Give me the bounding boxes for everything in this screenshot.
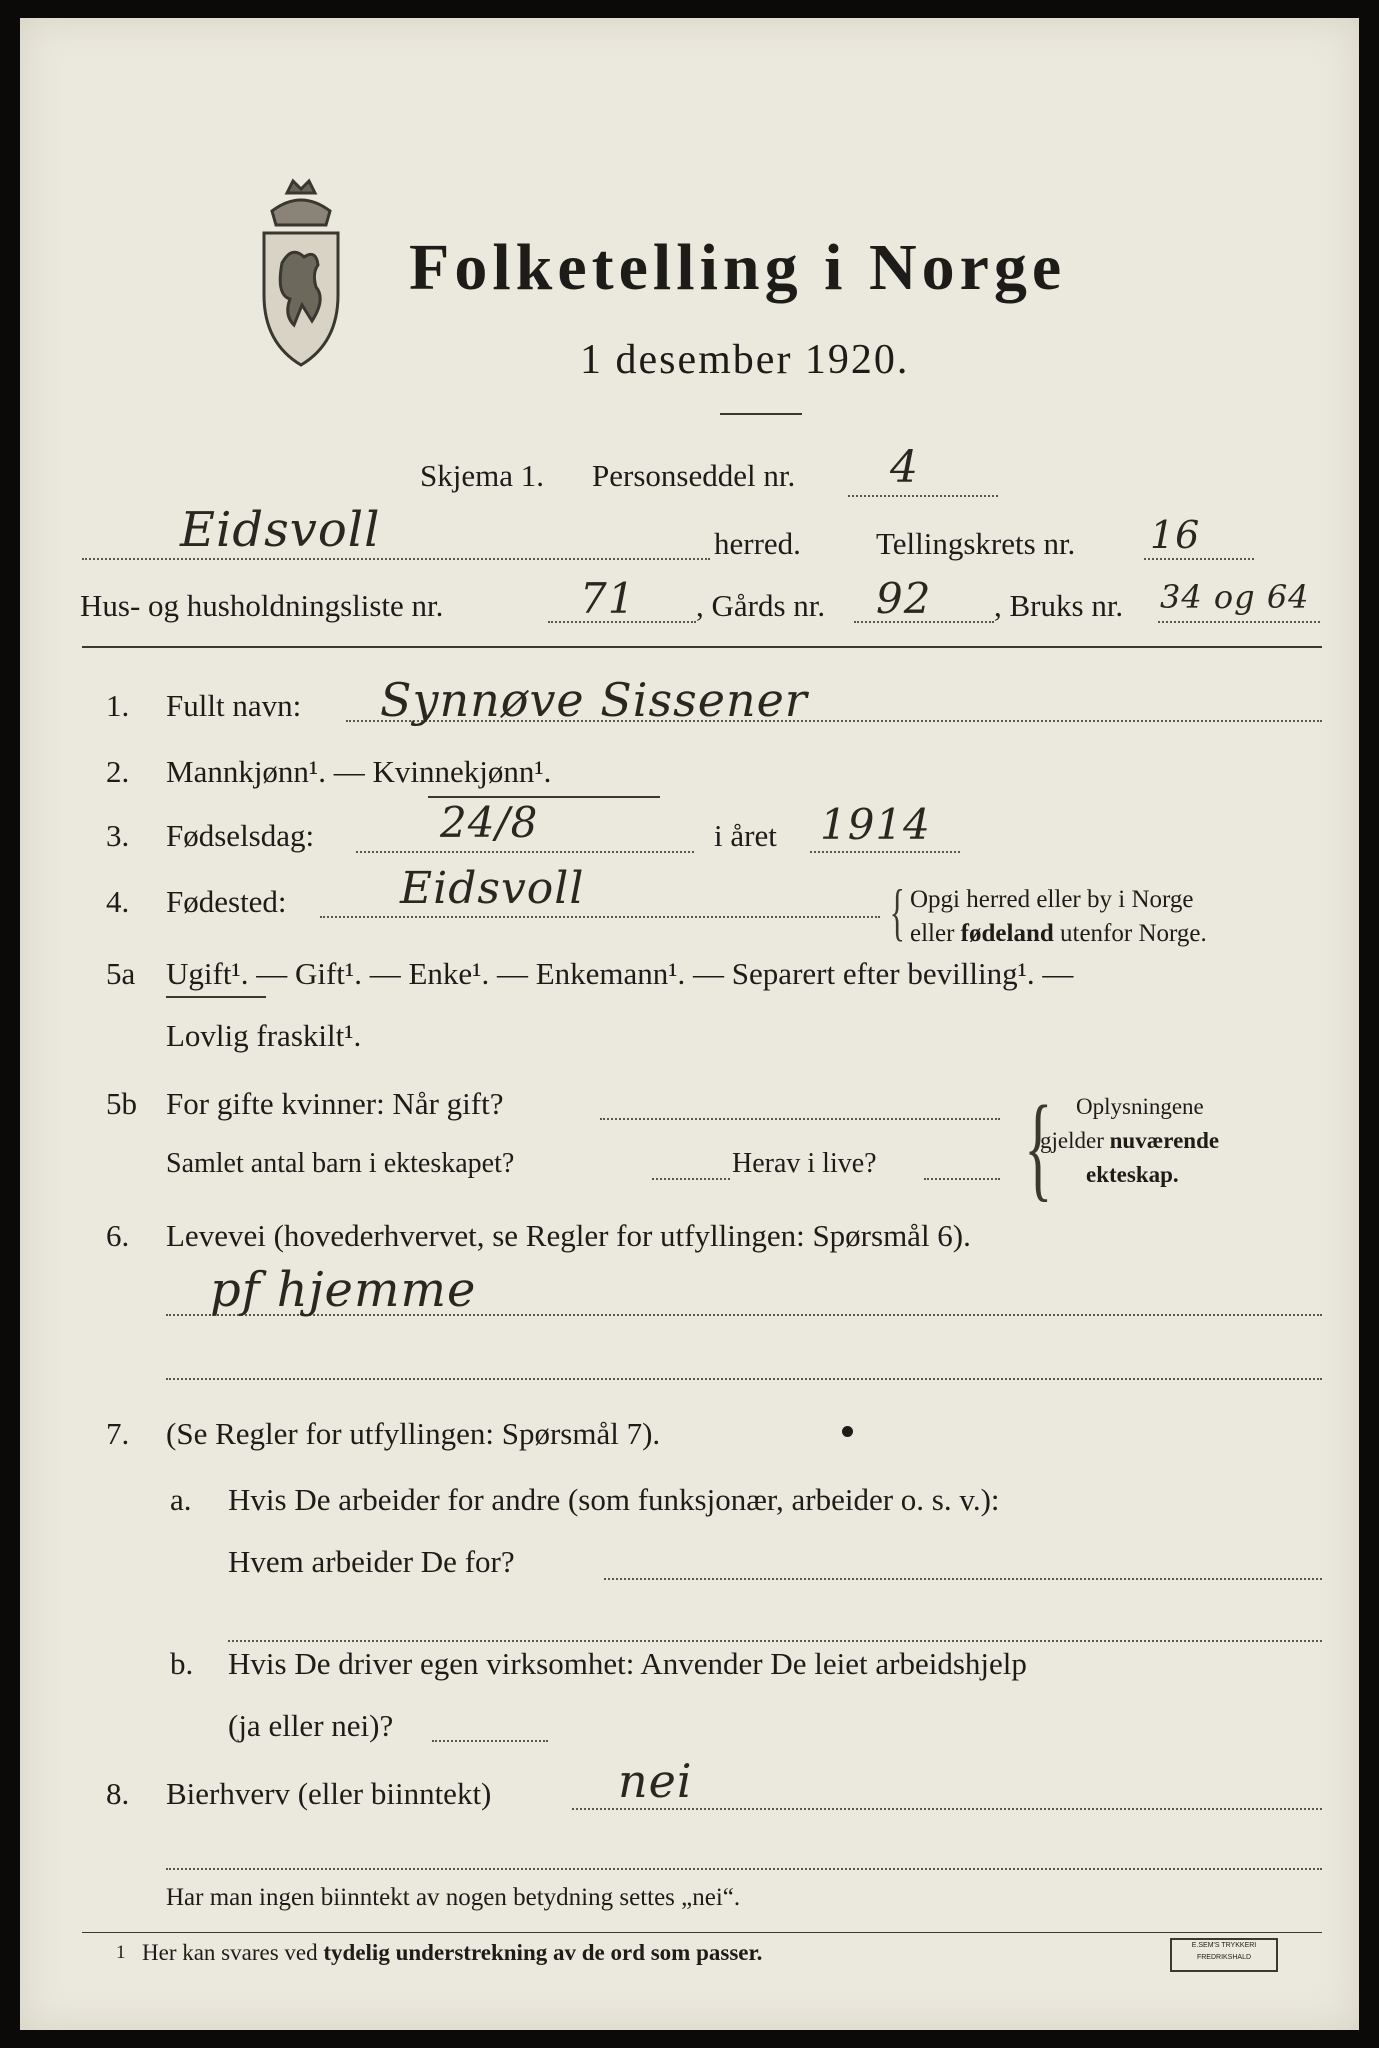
footnote-text (142, 1940, 762, 1966)
printer-stamp (1170, 1938, 1278, 1972)
q5b-note-3: ekteskap. (1086, 1162, 1179, 1187)
title-divider (720, 413, 802, 415)
birth-year-field[interactable] (810, 851, 960, 853)
birthday-field[interactable] (356, 851, 694, 853)
bruks-value: 34 og 64 (1160, 578, 1310, 616)
q5a-label: Ugift¹. — Gift¹. — Enke¹. — Enkemann¹. — Separert efter bevilling¹. — (166, 956, 1074, 991)
q6-number: 6. (106, 1218, 130, 1253)
footer-note: Har man ingen biinntekt av nogen betydning settes „nei“. (166, 1884, 741, 1911)
q7-ink-dot (842, 1426, 853, 1437)
q4-label: Fødested: (166, 884, 287, 919)
children-count-field[interactable] (652, 1178, 730, 1180)
q2-number: 2. (106, 754, 130, 789)
bruks-field[interactable] (1158, 621, 1320, 623)
side-income-value: nei (618, 1754, 693, 1808)
employer-field-1[interactable] (604, 1578, 1322, 1580)
q4-note-2a: eller (910, 920, 961, 947)
q6-label: Levevei (hovederhvervet, se Regler for utfyllingen: Spørsmål 6). (166, 1218, 971, 1253)
footer-separator (82, 1932, 1322, 1933)
children-alive-field[interactable] (924, 1178, 1000, 1180)
q3-year-label: i året (714, 818, 777, 853)
form-title: Folketelling i Norge (409, 231, 1067, 304)
herred-label: herred. (714, 526, 801, 561)
q5b-note-1: Oplysningene (1076, 1094, 1204, 1119)
q5b-note-brace: { (1024, 1081, 1053, 1212)
norway-coat-of-arms-icon (242, 173, 360, 388)
q4-note-2c: utenfor Norge. (1053, 920, 1207, 947)
q7-label: (Se Regler for utfyllingen: Spørsmål 7). (166, 1416, 661, 1451)
full-name-value: Synnøve Sissener (380, 673, 808, 727)
q4-number: 4. (106, 884, 130, 919)
q7a-letter: a. (170, 1482, 192, 1517)
q5b-note-2a: gjelder (1040, 1128, 1110, 1153)
q7a-label-2: Hvem arbeider De for? (228, 1544, 515, 1579)
q4-note-line2 (910, 920, 1207, 948)
footnote-text-a: Her kan svares ved (142, 1940, 324, 1965)
husliste-label: Hus- og husholdningsliste nr. (80, 588, 444, 623)
q8-number: 8. (106, 1776, 130, 1811)
q7b-label-2: (ja eller nei)? (228, 1708, 394, 1743)
personseddel-value: 4 (890, 442, 919, 493)
personseddel-label: Personseddel nr. (592, 458, 796, 493)
q5a-underline-ugift (166, 996, 266, 998)
q5b-label: For gifte kvinner: Når gift? (166, 1086, 504, 1121)
q2-label: Mannkjønn¹. — Kvinnekjønn¹. (166, 754, 552, 789)
census-form-sheet (20, 18, 1359, 2030)
q5a-label-2: Lovlig fraskilt¹. (166, 1018, 362, 1053)
tellingskrets-value: 16 (1150, 513, 1201, 557)
gards-value: 92 (876, 574, 932, 623)
q5b-note-2 (1040, 1128, 1219, 1154)
printer-city: FREDRIKSHALD (1196, 1954, 1252, 1961)
herred-field[interactable] (82, 558, 710, 560)
occupation-field-2[interactable] (166, 1378, 1322, 1380)
footnote-text-b: tydelig understrekning av de ord som passer. (323, 1940, 763, 1965)
census-date: 1 desember 1920. (580, 337, 910, 383)
q3-number: 3. (106, 818, 130, 853)
q1-number: 1. (106, 688, 130, 723)
q5b-number: 5b (106, 1086, 137, 1121)
q4-note-2b: fødeland (960, 920, 1054, 947)
birthplace-field[interactable] (320, 916, 880, 918)
birth-year-value: 1914 (820, 800, 931, 849)
q7b-letter: b. (170, 1646, 194, 1681)
birthplace-value: Eidsvoll (400, 863, 585, 914)
hired-help-field[interactable] (432, 1740, 548, 1742)
side-income-field-1[interactable] (572, 1808, 1322, 1810)
q7a-label: Hvis De arbeider for andre (som funksjonær, arbeider o. s. v.): (228, 1482, 1000, 1517)
occupation-value: pf hjemme (210, 1262, 477, 1318)
tellingskrets-label: Tellingskrets nr. (876, 526, 1076, 561)
personseddel-field[interactable] (848, 495, 998, 497)
q1-label: Fullt navn: (166, 688, 302, 723)
q8-label: Bierhverv (eller biinntekt) (166, 1776, 492, 1811)
gards-label: , Gårds nr. (696, 588, 826, 623)
q7b-label: Hvis De driver egen virksomhet: Anvender De leiet arbeidshjelp (228, 1646, 1027, 1681)
header-separator (82, 646, 1322, 648)
q5b-note-2b: nuværende (1109, 1128, 1220, 1153)
footnote-number: 1 (116, 1942, 126, 1963)
printer-name: E.SEM'S TRYKKERI (1191, 1942, 1257, 1949)
q5a-number: 5a (106, 956, 136, 991)
skjema-label: Skjema 1. (420, 458, 544, 493)
q5b-label-3: Herav i live? (732, 1148, 877, 1179)
herred-value: Eidsvoll (180, 502, 381, 558)
married-date-field[interactable] (600, 1118, 1000, 1120)
q5b-label-2: Samlet antal barn i ekteskapet? (166, 1148, 515, 1179)
q3-label: Fødselsdag: (166, 818, 315, 853)
tellingskrets-field[interactable] (1144, 558, 1254, 560)
husliste-value: 71 (580, 574, 636, 623)
birthday-value: 24/8 (440, 798, 539, 847)
q4-note-brace: { (889, 876, 906, 947)
bruks-label: , Bruks nr. (994, 588, 1124, 623)
side-income-field-2[interactable] (166, 1868, 1322, 1870)
employer-field-2[interactable] (228, 1640, 1322, 1642)
q7-number: 7. (106, 1416, 130, 1451)
q4-note-line1: Opgi herred eller by i Norge (910, 886, 1194, 913)
